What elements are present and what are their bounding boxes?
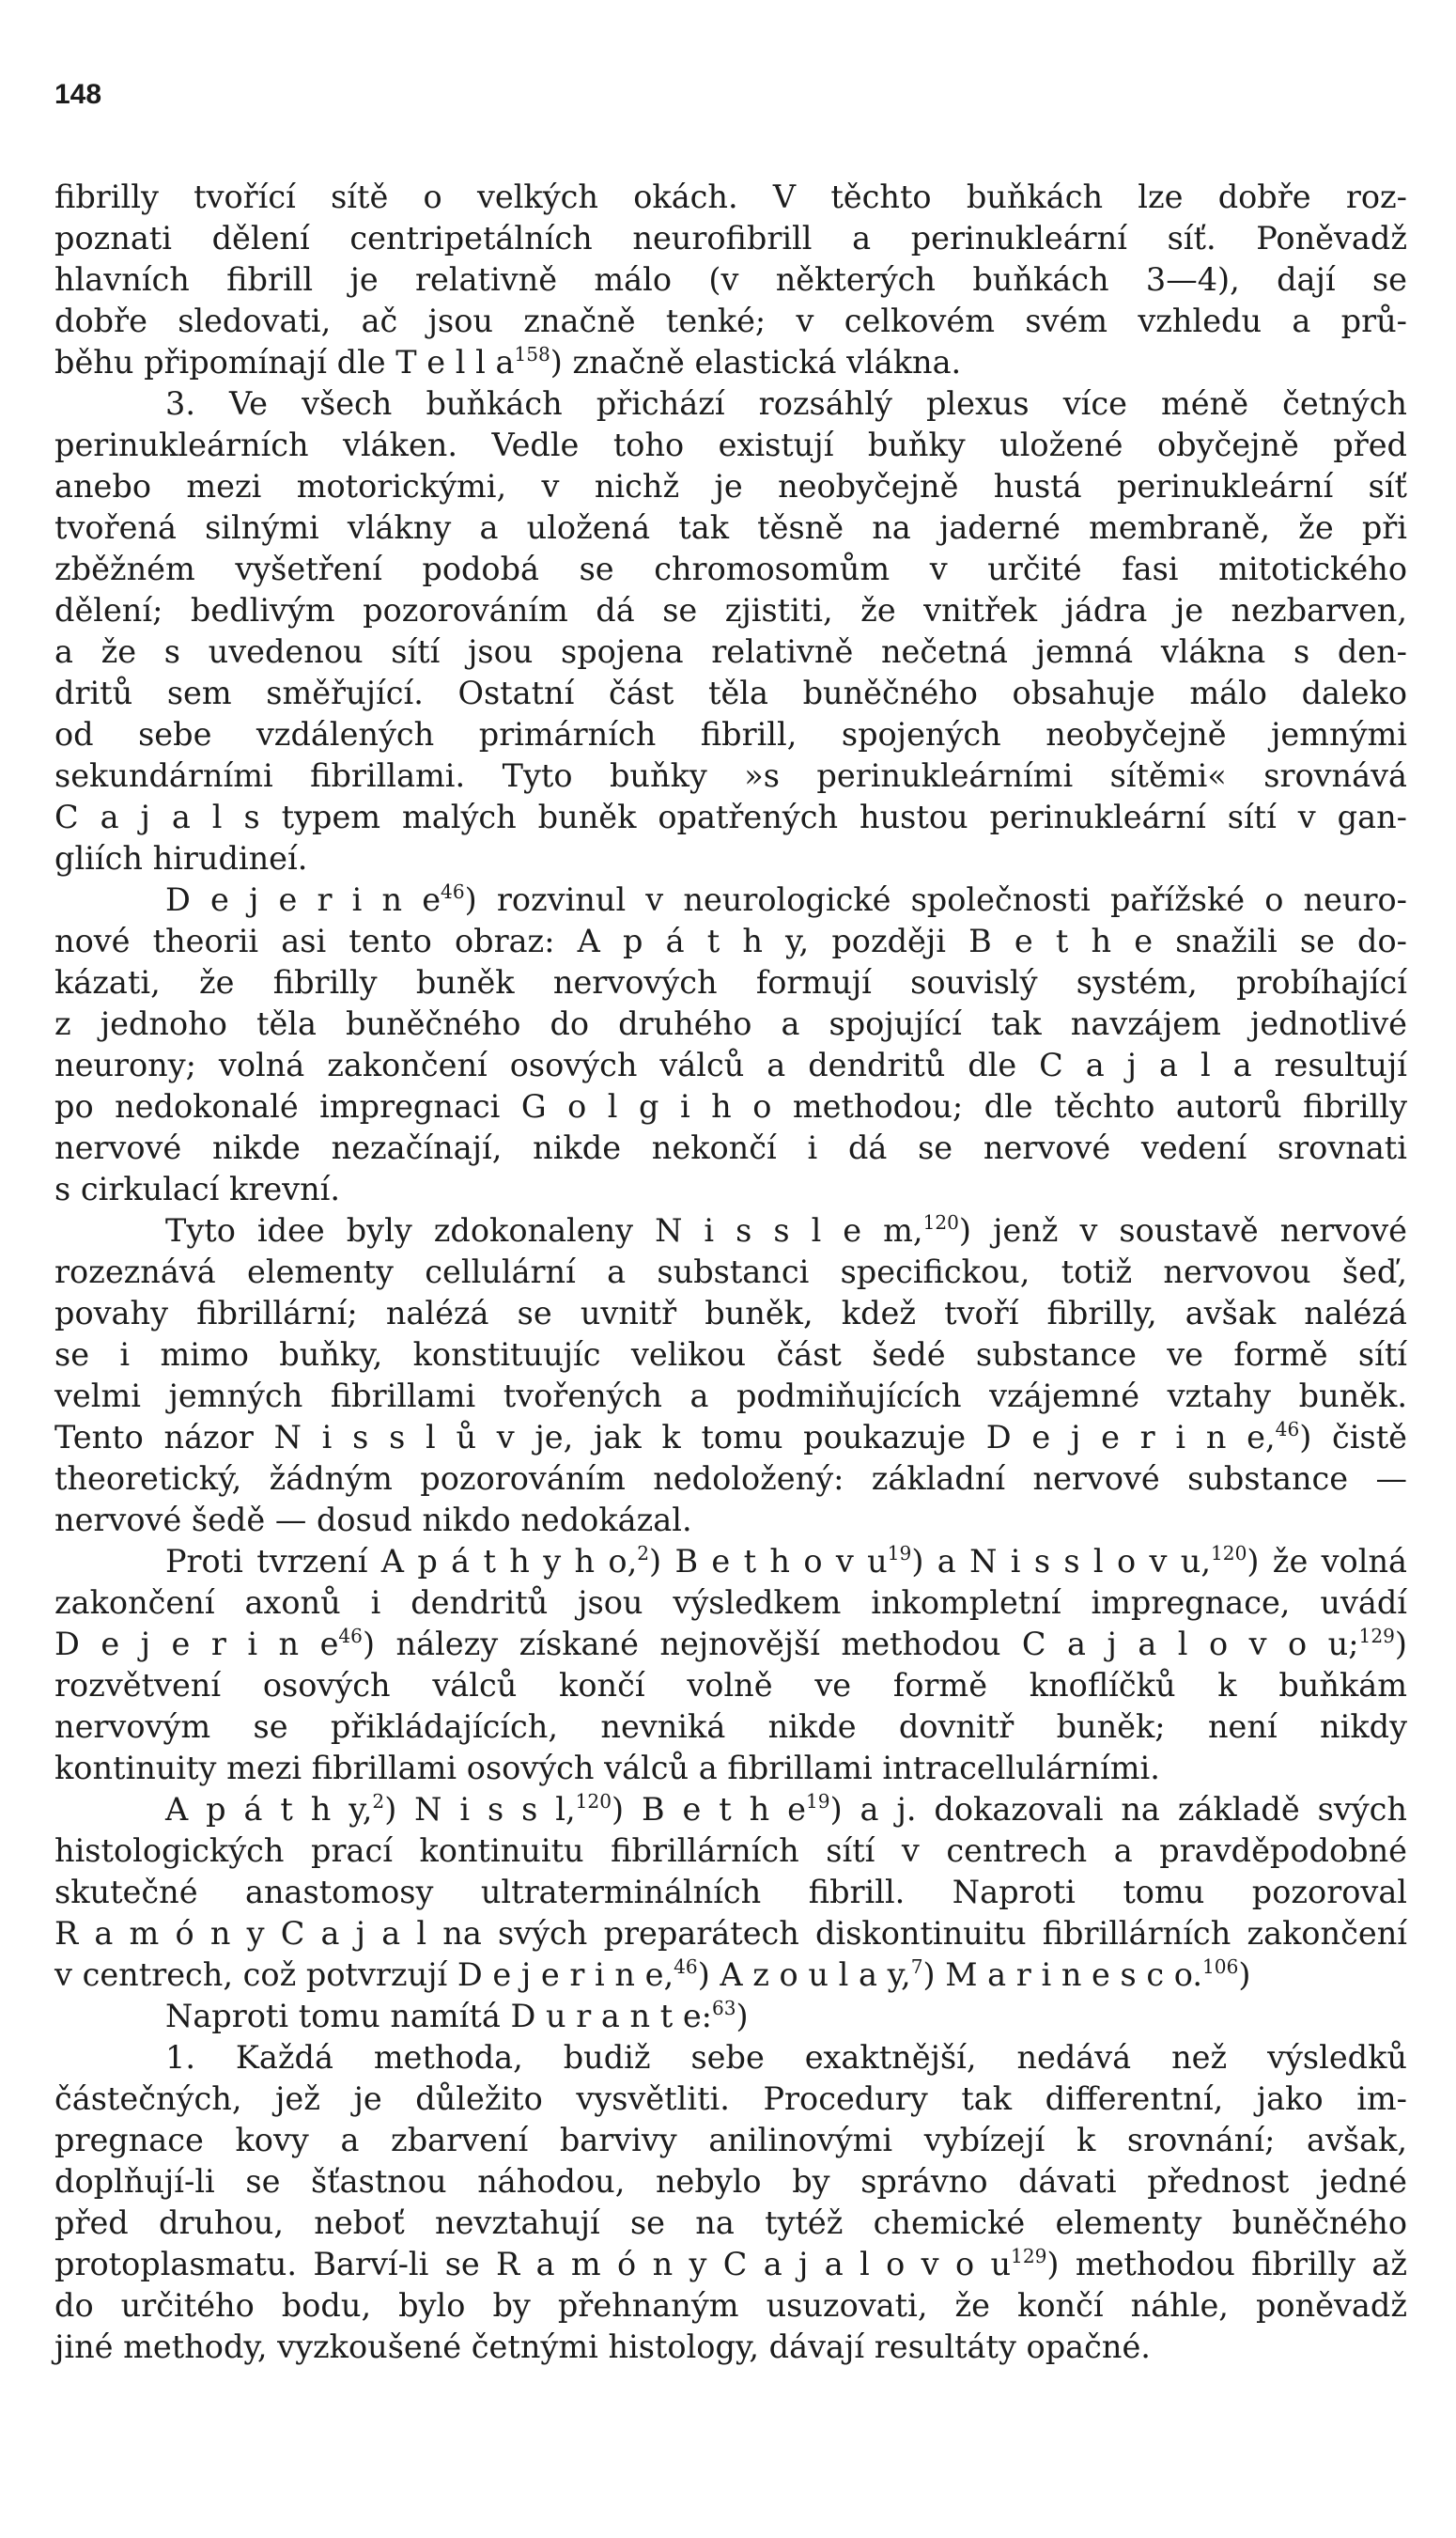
text-line: theoretický, žádným pozorováním nedoložený: základní nervové substance —: [54, 1460, 1407, 1497]
text-line: před druhou, neboť nevztahují se na tytéž chemické elementy buněčného: [54, 2204, 1407, 2241]
reference-number: 129: [1011, 2244, 1047, 2267]
text-line: protoplasmatu. Barví-li se R a m ó n y C a j a l o v o $u^{129}$) methodou fibrilly až: [54, 2244, 1407, 2282]
reference-number: 19: [887, 1541, 912, 1565]
text-line: doplňují-li se šťastnou náhodou, nebylo by správno dávati přednost jedné: [54, 2163, 1407, 2200]
text-line: anebo mezi motorickými, v nichž je neobyčejně hustá perinukleární síť: [54, 468, 1407, 505]
text-line: rozvětvení osových válců končí volně ve formě knoflíčků k buňkám: [54, 1667, 1407, 1704]
reference-number: 7: [910, 1954, 923, 1978]
reference-number: 2: [637, 1541, 650, 1565]
text-line: R a m ó n y C a j a l na svých preparátech diskontinuitu fibrillárních zakončení: [54, 1915, 1407, 1952]
text-line: poznati dělení centripetálních neurofibrill a perinukleární síť. Poněvadž: [54, 220, 1407, 257]
text-line: neurony; volná zakončení osových válců a dendritů dle C a j a l a resultují: [54, 1047, 1407, 1083]
text-line: do určitého bodu, bylo by přehnaným usuzovati, že končí náhle, poněvadž: [54, 2287, 1407, 2324]
text-line: histologických prací kontinuitu fibrillárních sítí v centrech a pravděpodobné: [54, 1832, 1407, 1869]
text-line: nové theorii asi tento obraz: A p á t h y, později B e t h e snažili se do-: [54, 923, 1407, 959]
text-line: se i mimo buňky, konstituujíc velikou část šedé substance ve formě sítí: [54, 1336, 1407, 1373]
text-line: dritů sem směřující. Ostatní část těla buněčného obsahuje málo daleko: [54, 675, 1407, 711]
text-line: perinukleárních vláken. Vedle toho existují buňky uložené obyčejně před: [54, 427, 1407, 463]
text-line: 1. Každá methoda, budiž sebe exaktnější, nedává než výsledků: [165, 2039, 1407, 2076]
reference-number: 106: [1202, 1954, 1239, 1978]
body-text: [54, 177, 1407, 2368]
text-line: zakončení axonů i dendritů jsou výsledkem inkompletní impregnace, uvádí: [54, 1584, 1407, 1621]
reference-number: 63: [711, 1996, 736, 2019]
text-line: sekundárními fibrillami. Tyto buňky »s perinukleárními sítěmi« srovnává: [54, 757, 1407, 794]
text-line: a že s uvedenou sítí jsou spojena relativně nečetná jemná vlákna s den-: [54, 633, 1407, 670]
text-line: jiné methody, vyzkoušené četnými histology, dávají resultáty opačné.: [54, 2328, 1151, 2365]
text-line: nervovým se přikládajících, nevniká nikde dovnitř buněk; není nikdy: [54, 1708, 1407, 1745]
reference-number: 46: [441, 880, 465, 903]
text-line: dobře sledovati, ač jsou značně tenké; v celkovém svém vzhledu a prů-: [54, 303, 1407, 339]
text-line: dělení; bedlivým pozorováním dá se zjistiti, že vnitřek jádra je nezbarven,: [54, 592, 1407, 629]
text-line: hlavních fibrill je relativně málo (v některých buňkách 3—4), dají se: [54, 261, 1407, 298]
text-line: v centrech, což potvrzují D e j e r i n e,$^{46}$) A z o u l a y,$^7$) M a r i n e s c o.$^{106}$): [54, 1954, 1251, 1993]
text-line: běhu připomínají dle T e l l $a^{158}$) značně elastická vlákna.: [54, 342, 962, 381]
reference-number: 129: [1358, 1624, 1395, 1647]
reference-number: 46: [1275, 1417, 1300, 1440]
text-line: částečných, jež je důležito vysvětliti. Procedury tak differentní, jako im-: [54, 2080, 1407, 2117]
text-line: skutečné anastomosy ultraterminálních fibrill. Naproti tomu pozoroval: [54, 1874, 1407, 1910]
text-line: D e j e r i n $e^{46}$) nálezy získané nejnovější methodou C a j a l o v o u;$^{129}$): [54, 1624, 1407, 1662]
reference-number: 46: [338, 1624, 363, 1647]
text-line: kázati, že fibrilly buněk nervových formují souvislý systém, probíhající: [54, 964, 1407, 1001]
text-line: Tyto idee byly zdokonaleny N i s s l e m,$^{120}$) jenž v soustavě nervové: [165, 1210, 1407, 1249]
text-line: od sebe vzdálených primárních fibrill, spojených neobyčejně jemnými: [54, 716, 1407, 753]
text-line: pregnace kovy a zbarvení barvivy anilinovými vybízejí k srovnání; avšak,: [54, 2122, 1407, 2158]
text-line: C a j a l s typem malých buněk opatřených hustou perinukleární sítí v gan-: [54, 799, 1407, 835]
text-line: s cirkulací krevní.: [54, 1171, 341, 1207]
text-line: Proti tvrzení A p á t h y h o,$^2$) B e t h o v $u^{19}$) a N i s s l o v u,$^{120}$) že volná: [165, 1541, 1407, 1580]
reference-number: 19: [805, 1789, 830, 1813]
text-line: Tento názor N i s s l ů v je, jak k tomu poukazuje D e j e r i n e,$^{46}$) čistě: [54, 1417, 1407, 1456]
text-line: gliích hirudineí.: [54, 840, 308, 877]
text-line: D e j e r i n $e^{46}$) rozvinul v neurologické společnosti pařížské o neuro-: [165, 880, 1407, 918]
text-line: 3. Ve všech buňkách přichází rozsáhlý plexus více méně četných: [165, 385, 1407, 422]
reference-number: 46: [674, 1954, 698, 1978]
text-line: z jednoho těla buněčného do druhého a spojující tak navzájem jednotlivé: [54, 1005, 1407, 1042]
reference-number: 120: [922, 1210, 959, 1234]
text-line: A p á t h y,$^2$) N i s s l,$^{120}$) B e t h $e^{19}$) a j. dokazovali na základě svých: [165, 1789, 1408, 1828]
reference-number: 120: [575, 1789, 612, 1813]
text-line: fibrilly tvořící sítě o velkých okách. V těchto buňkách lze dobře roz-: [54, 179, 1407, 215]
text-line: velmi jemných fibrillami tvořených a podmiňujících vzájemné vztahy buněk.: [54, 1378, 1407, 1414]
text-line: rozeznává elementy cellulární a substanci specifickou, totiž nervovou šeď,: [54, 1253, 1407, 1290]
text-line: povahy fibrillární; nalézá se uvnitř buněk, kdež tvoří fibrilly, avšak nalézá: [54, 1295, 1407, 1331]
text-line: nervové šedě — dosud nikdo nedokázal.: [54, 1502, 692, 1538]
text-line: zběžném vyšetření podobá se chromosomům v určité fasi mitotického: [54, 551, 1407, 587]
reference-number: 2: [372, 1789, 385, 1813]
page-number: 148: [54, 79, 102, 110]
reference-number: 120: [1211, 1541, 1247, 1565]
text-line: po nedokonalé impregnaci G o l g i h o methodou; dle těchto autorů fibrilly: [54, 1088, 1407, 1125]
text-line: kontinuity mezi fibrillami osových válců a fibrillami intracellulárními.: [54, 1750, 1160, 1786]
text-line: nervové nikde nezačínají, nikde nekončí i dá se nervové vedení srovnati: [54, 1129, 1407, 1166]
reference-number: 158: [514, 342, 550, 366]
text-line: Naproti tomu namítá D u r a n t e:$^{63}$): [165, 1996, 749, 2034]
text-line: tvořená silnými vlákny a uložená tak těsně na jaderné membraně, že při: [54, 509, 1407, 546]
